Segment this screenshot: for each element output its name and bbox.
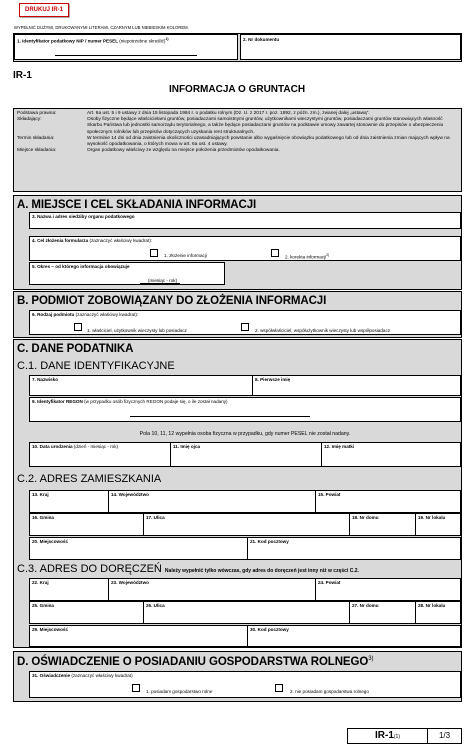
taxpayer-id-field[interactable]: 1. Identyfikator podatkowy NIP / numer PESEL (niepotrzebne skreślić)$^{1)}$ — [14, 34, 238, 60]
surname-field[interactable]: 7. Nazwisko — [32, 377, 59, 382]
section-c3-title: C.3. ADRES DO DORĘCZEŃ Należy wypełnić tylko wówczas, gdy adres do doręczeń jest inny niż w części C.2. — [17, 563, 359, 575]
entity-type-field: 6. Rodzaj podmiotu (zaznaczyć właściwy kwadrat): 1. właściciel, użytkownik wieczysty lub posiadacz 2. współwłaściciel, współużytkownik wieczysty lub współposiadacz — [29, 310, 461, 335]
purpose-correction-label: 2. korekta informacji$^{2)}$ — [285, 253, 330, 260]
first-name-field[interactable]: 8. Pierwsze imię — [252, 376, 460, 395]
document-number-field[interactable]: 2. Nr dokumentu — [240, 34, 461, 60]
purpose-submission-label: 1. złożenie informacji — [164, 253, 207, 258]
delivery-house-number-field[interactable]: 27. Nr domu — [349, 602, 415, 623]
birth-date-field[interactable]: 10. Data urodzenia (dzień - miesiąc - rok) — [32, 444, 119, 449]
address-row-1 — [29, 490, 461, 513]
tax-office-field[interactable]: 3. Nazwa i adres siedziby organu podatkowego — [29, 212, 461, 229]
delivery-row-3 — [29, 625, 461, 647]
delivery-row-2 — [29, 601, 461, 624]
has-farm-checkbox[interactable] — [132, 684, 140, 692]
owner-checkbox[interactable] — [74, 323, 82, 331]
delivery-row-1 — [29, 578, 461, 601]
section-b-title: B. PODMIOT ZOBOWIĄZANY DO ZŁOŻENIA INFORMACJI — [17, 295, 327, 307]
delivery-commune-field[interactable]: 25. Gmina — [32, 603, 54, 608]
regon-field[interactable]: 9. Identyfikator REGON (w przypadku osób fizycznych REGON podaje się, o ile został nadany) — [29, 397, 461, 422]
delivery-province-field[interactable]: 23. Województwo — [108, 579, 315, 600]
purpose-correction-checkbox[interactable] — [271, 249, 279, 257]
validity-period-field[interactable]: 5. Okres – od którego informacja obowiązuje (miesiąc - rok) — [29, 262, 225, 285]
mother-name-field[interactable]: 12. Imię matki — [321, 443, 460, 466]
delivery-country-field[interactable]: 22. Kraj — [32, 580, 49, 585]
street-field[interactable]: 17. Ulica — [143, 514, 349, 535]
province-field[interactable]: 14. Województwo — [108, 491, 315, 512]
apartment-number-field[interactable]: 19. Nr lokalu — [415, 514, 460, 535]
no-farm-label: 2. nie posiadam gospodarstwa rolnego — [290, 689, 369, 694]
name-row — [29, 375, 461, 396]
co-owner-checkbox[interactable] — [241, 323, 249, 331]
section-c-title: C. DANE PODATNIKA — [17, 343, 134, 355]
purpose-submission-checkbox[interactable] — [150, 249, 158, 257]
city-field[interactable]: 20. Miejscowość — [32, 539, 69, 544]
fill-instruction: WYPEŁNIĆ DUŻYMI, DRUKOWANYMI LITERAMI, CZARNYM LUB NIEBIESKIM KOLOREM. — [14, 25, 189, 30]
section-a-title: A. MIEJSCE I CEL SKŁADANIA INFORMACJI — [17, 199, 257, 211]
delivery-apartment-number-field[interactable]: 28. Nr lokalu — [415, 602, 460, 623]
address-row-3 — [29, 537, 461, 560]
page-number: 1/3 — [438, 731, 451, 740]
footer-form-code: IR-1(1) — [348, 729, 428, 743]
print-button[interactable]: DRUKUJ IR-1 — [19, 3, 69, 17]
delivery-county-field[interactable]: 24. Powiat — [315, 579, 460, 600]
country-field[interactable]: 13. Kraj — [32, 492, 49, 497]
declaration-field: 31. Oświadczenie (zaznaczyć właściwy kwadrat) 1. posiadam gospodarstwo rolne 2. nie posiadam gospodarstwa rolnego — [29, 671, 461, 698]
house-number-field[interactable]: 18. Nr domu — [349, 514, 415, 535]
owner-label: 1. właściciel, użytkownik wieczysty lub posiadacz — [87, 328, 187, 333]
footer-box — [347, 728, 462, 744]
county-field[interactable]: 15. Powiat — [315, 491, 460, 512]
section-d-title: D. OŚWIADCZENIE O POSIADANIU GOSPODARSTWA ROLNEGO$^{3)}$ — [17, 656, 374, 668]
form-title: INFORMACJA O GRUNTACH — [168, 84, 306, 95]
delivery-street-field[interactable]: 26. Ulica — [143, 602, 349, 623]
commune-field[interactable]: 16. Gmina — [32, 515, 54, 520]
form-code: IR-1 — [13, 70, 32, 81]
postal-code-field[interactable]: 21. Kod pocztowy — [247, 538, 460, 559]
pesel-info: Pola 10, 11, 12 wypełnia osoba fizyczna w przypadku, gdy numer PESEL nie został nadany. — [139, 431, 351, 437]
id-digit-ticks — [55, 53, 197, 56]
has-farm-label: 1. posiadam gospodarstwo rolne — [146, 689, 213, 694]
address-row-2 — [29, 513, 461, 536]
no-farm-checkbox[interactable] — [275, 684, 283, 692]
delivery-postal-code-field[interactable]: 30. Kod pocztowy — [247, 626, 460, 646]
delivery-city-field[interactable]: 29. Miejscowość — [32, 627, 69, 632]
legal-basis-block: Podstawa prawna: Art. 6a ust. 5 i 9 ustawy z dnia 15 listopada 1984 r. o podatku rolnym (Dz. U. z 2017 r. poz. 1892, z późn. zm.), zwanej dalej „ustawą”. Składający: Osoby fizyczne będące właścicielami gruntów, posiadaczami samoistnymi gruntów, użytkownikami wieczystymi gruntów, posiadaczami gruntów stanowiących własność Skarbu Państwa lub jednostki samorządu terytorialnego, a także będące posiadaczami gruntów na podstawie umowy zawartej stosownie do przepisów o ubezpieczeniu społecznym rolników lub przepisów dotyczących uzyskania rent strukturalnych. Termin składania: W terminie 14 dni od dnia zaistnienia okoliczności uzasadniających powstanie albo wygaśnięcie obowiązku podatkowego lub od dnia zaistnienia zmian mających wpływ na wysokość opodatkowania, o których mowa w art. 6a ust. 4 ustawy. Miejsce składania: Organ podatkowy właściwy ze względu na miejsce położenia przedmiotów opodatkowania. — [13, 108, 462, 192]
father-name-field[interactable]: 11. Imię ojca — [170, 443, 321, 466]
birth-row — [29, 442, 461, 467]
section-c1-title: C.1. DANE IDENTYFIKACYJNE — [17, 360, 175, 372]
co-owner-label: 2. współwłaściciel, współużytkownik wieczysty lub współposiadacz — [255, 328, 391, 333]
section-c2-title: C.2. ADRES ZAMIESZKANIA — [17, 473, 162, 485]
purpose-field: 4. Cel złożenia formularza (zaznaczyć właściwy kwadrat): 1. złożenie informacji 2. korekta informacji$^{2)}$ — [29, 236, 461, 261]
